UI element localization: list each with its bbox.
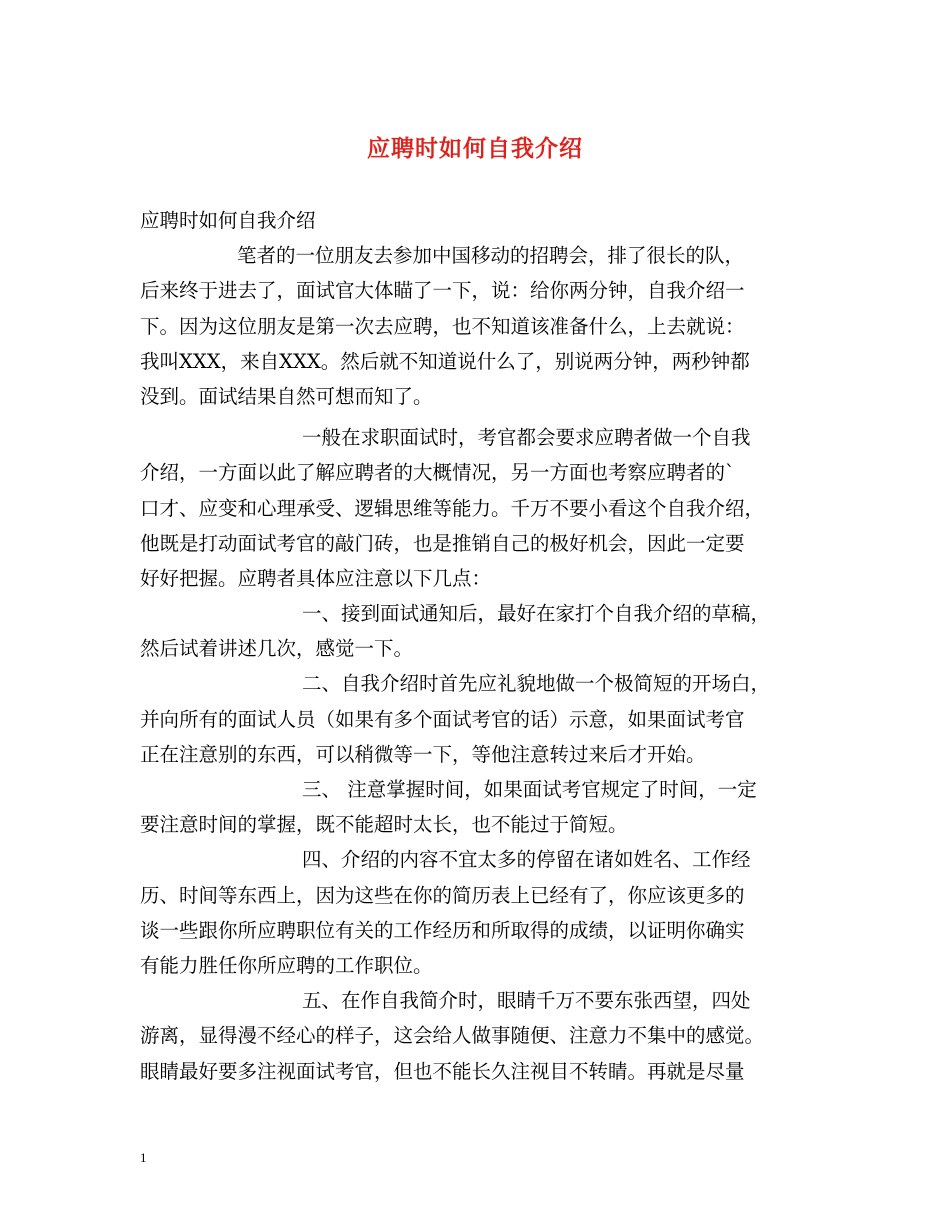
text-line: 一般在求职面试时，考官都会要求应聘者做一个自我 xyxy=(302,426,751,450)
text-line: 没到。面试结果自然可想而知了。 xyxy=(140,384,433,408)
text-line: 一、接到面试通知后，最好在家打个自我介绍的草稿， xyxy=(302,602,771,626)
section-heading: 应聘时如何自我介绍 xyxy=(140,209,316,232)
text-line: 下。因为这位朋友是第一次去应聘，也不知道该准备什么，上去就说： xyxy=(140,314,745,338)
text-line: 要注意时间的掌握，既不能超时太长，也不能过于简短。 xyxy=(140,813,628,837)
text-line: 后来终于进去了，面试官大体瞄了一下，说：给你两分钟，自我介绍一 xyxy=(140,279,745,303)
text-line: 口才、应变和心理承受、逻辑思维等能力。千万不要小看这个自我介绍， xyxy=(140,496,765,520)
document-title: 应聘时如何自我介绍 xyxy=(367,135,583,162)
text-line: 五、在作自我简介时，眼睛千万不要东张西望，四处 xyxy=(302,989,751,1013)
text-line: 他既是打动面试考官的敲门砖，也是推销自己的极好机会，因此一定要 xyxy=(140,531,745,555)
text-line: 正在注意别的东西，可以稍微等一下，等他注意转过来后才开始。 xyxy=(140,742,706,766)
text-line: 二、自我介绍时首先应礼貌地做一个极简短的开场白， xyxy=(302,672,771,696)
text-line: 笔者的一位朋友去参加中国移动的招聘会，排了很长的队， xyxy=(237,244,745,268)
text-line: 谈一些跟你所应聘职位有关的工作经历和所取得的成绩，以证明你确实 xyxy=(140,918,745,942)
text-line: 四、介绍的内容不宜太多的停留在诸如姓名、工作经 xyxy=(302,848,751,872)
text-line: 游离，显得漫不经心的样子，这会给人做事随便、注意力不集中的感觉。 xyxy=(140,1024,765,1048)
text-line: 好好把握。应聘者具体应注意以下几点： xyxy=(140,566,492,590)
text-line: 并向所有的面试人员（如果有多个面试考官的话）示意，如果面试考官 xyxy=(140,707,745,731)
text-line: 历、时间等东西上，因为这些在你的简历表上已经有了，你应该更多的 xyxy=(140,883,745,907)
text-line: 我叫XXX，来自XXX。然后就不知道说什么了，别说两分钟，两秒钟都 xyxy=(140,349,750,373)
text-line: 介绍，一方面以此了解应聘者的大概情况，另一方面也考察应聘者的` xyxy=(140,461,735,485)
text-line: 有能力胜任你所应聘的工作职位。 xyxy=(140,953,433,977)
document-body xyxy=(140,203,830,1089)
text-line: 眼睛最好要多注视面试考官，但也不能长久注视目不转睛。再就是尽量 xyxy=(140,1059,745,1083)
text-line: 三、 注意掌握时间，如果面试考官规定了时间，一定 xyxy=(302,778,757,801)
text-line: 然后试着讲述几次，感觉一下。 xyxy=(140,637,414,661)
page-number: 1 xyxy=(140,1150,147,1165)
